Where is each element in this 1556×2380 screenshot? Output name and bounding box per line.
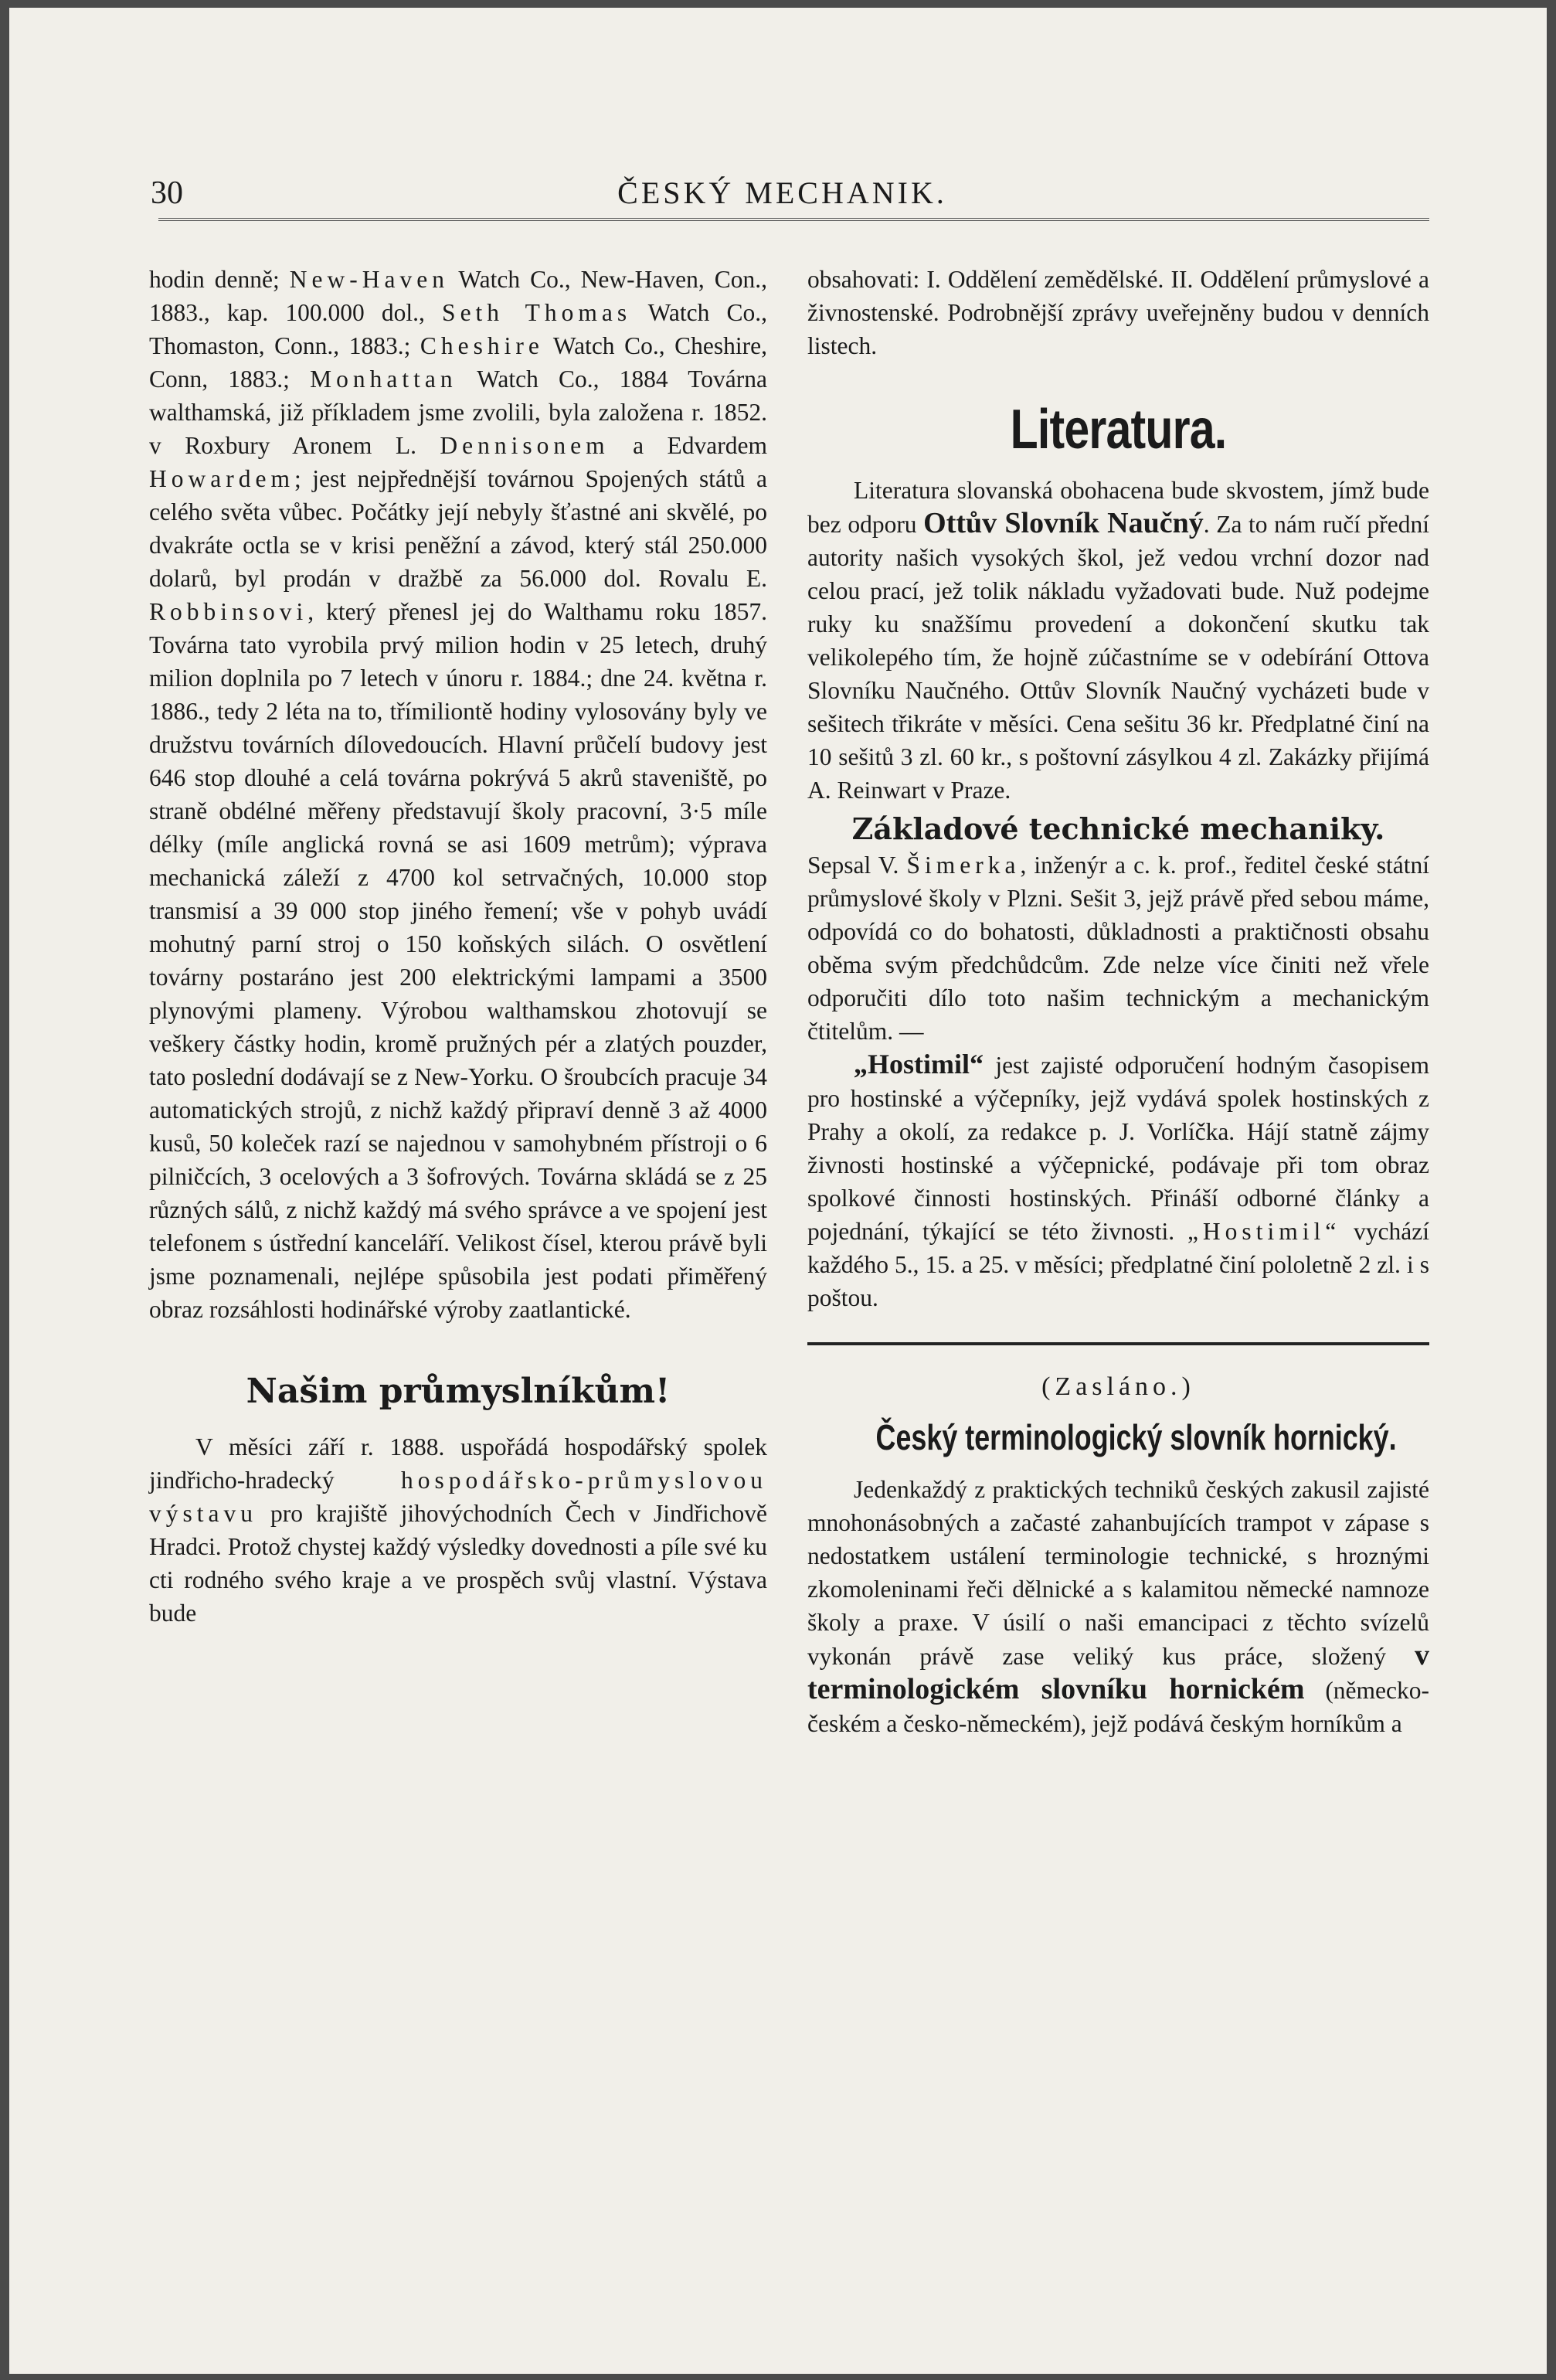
spaced-name: hospodářsko-průmyslovou výstavu [149, 1467, 767, 1527]
text-run: , inženýr a c. k. prof., ředitel české státní průmyslové školy v Plzni. Sešit 3, jejž právě před sebou máme, odpovídá co do bohatosti, důkladnosti a praktičnosti obsahu oběma svým předchůdcům. Zde nelze více činiti než vřele odporučiti dílo toto našim technickým a mechanickým čtitelům. — [807, 852, 1429, 1045]
text-run: (německo-českém a česko-německém), jejž podává českým horníkům a [807, 1677, 1429, 1737]
page-header [135, 168, 1429, 215]
text-run: ; jest nejpřednější továrnou Spojených států a celého světa vůbec. Počátky její nebyly šťastné ani skvělé, po dvakráte octla se v krisi peněžní a závod, který stál 250.000 dolarů, byl prodán v dražbě za 56.000 dol. Rovalu E. [149, 465, 767, 592]
spaced-name: Howardem [149, 465, 294, 492]
zaslano-label: (Zasláno.) [1041, 1372, 1195, 1401]
spaced-name: Cheshire [420, 332, 544, 359]
text-run: Watch Co., New-Haven, Con., 1883., kap. 100.000 dol., [149, 266, 768, 326]
bold-title: Ottův Slovník Naučný [923, 507, 1204, 539]
running-title: ČESKÝ MECHANIK. [617, 175, 947, 210]
text-run: Watch Co., 1884 Továrna walthamská, již příkladem jsme zvolili, byla založena r. 1852. v Roxbury Aronem L. [149, 366, 768, 459]
section-heading-dictionary: Český terminologický slovník hornický. [875, 1417, 1397, 1457]
text-run: Literatura slovanská obohacena bude skvostem, jímž bude bez odporu [807, 477, 1429, 538]
text-run: Sepsal V. [807, 852, 907, 879]
header-rule [158, 218, 1429, 221]
text-run: vychází každého 5., 15. a 25. v měsíci; předplatné činí pololetně 2 zl. i s poštou. [807, 1218, 1429, 1311]
spaced-name: Seth Thomas [442, 299, 632, 326]
spaced-name: New-Haven [289, 266, 449, 293]
spaced-name: „Hostimil“ [1187, 1218, 1341, 1245]
text-run: Watch Co., Cheshire, Conn, 1883.; [149, 332, 768, 393]
section-heading-industry: Našim průmyslníkům! [246, 1372, 671, 1411]
text-run: , který přenesl jej do Walthamu roku 1857. Továrna tato vyrobila prvý milion hodin v 25 letech, druhý milion doplnila po 7 letech v únoru r. 1884.; dne 24. května r. 1886., tedy 2 léta na to, třímiliontě hodiny vylosovány byly ve družstvu továrních dílovedoucích. Hlavní průčelí budovy jest 646 stop dlouhé a celá továrna pokrývá 5 akrů staveniště, po straně obdélné měřeny představují školy pracovní, 3·5 míle délky (míle anglická rovná se asi 1609 metrům); výprava mechanická záleží z 4700 kol setrvačných, 10.000 stop transmisí a 39 000 stop jiného řemení; vše v pohyb uvádí mohutný parní stroj o 150 koňských silách. O osvětlení továrny postaráno jest 200 elektrickými lampami a 3500 plynovými plameny. Výrobou walthamskou zhotovují se veškery částky hodin, kromě pružných pér a zlatých pouzder, tato poslední dodávají se z New-Yorku. O šroubcích pracuje 34 automatických strojů, z nichž každý připraví denně 3 až 4000 kusů, 50 koleček razí se najednou v samohybném přístroji o 6 pilničcích, 3 ocelových a 3 šofrových. Továrna skládá se z 25 různých sálů, z nichž každý má svého správce a ve spojení jest telefonem s ústřední kanceláří. Velikost čísel, kterou právě byli jsme poznamenali, nejlépe spůsobila jest podati přiměřený obraz rozsáhlosti hodinářské výroby zaatlantické. [149, 598, 767, 1323]
text-run: . Za to nám ručí přední autority našich vysokých škol, jež vedou vrchní dozor nad celou prací, jež tolik nákladu vyžadovati bude. Nuž podejme ruky ku snažšímu provedení a dokončení skutku tak velikolepého tím, že hojně zúčastníme se v odebírání Ottova Slovníku Naučného. Ottův Slovník Naučný vycházeti bude v sešitech třikráte v měsíci. Cena sešitu 36 kr. Předplatné činí na 10 sešitů 3 zl. 60 kr., s poštovní zásylkou 4 zl. Zakázky přijímá A. Reinwart v Praze. [807, 511, 1430, 804]
text-run: a Edvardem [609, 432, 767, 459]
text-run: V měsíci září r. 1888. uspořádá hospodářský spolek jindřicho-hradecký [149, 1433, 767, 1494]
literature-paragraph [807, 474, 1429, 807]
exhibition-continuation: obsahovati: I. Oddělení zemědělské. II. Oddělení průmyslové a živnostenské. Podrobnější zprávy uveřejněny budou v denních listech. [807, 266, 1429, 359]
spaced-name: Šimerka [906, 852, 1021, 879]
section-heading-literature: Literatura. [1010, 399, 1227, 461]
bold-title: „Hostimil“ [854, 1049, 984, 1080]
exhibition-paragraph [149, 1430, 767, 1630]
section-divider [807, 1342, 1429, 1345]
text-run: Watch Co., Thomaston, Conn., 1883.; [149, 299, 768, 359]
book-title-mechanics: Základové technické mechaniky. [851, 811, 1385, 846]
right-column [807, 263, 1429, 1740]
mechanics-paragraph [807, 848, 1429, 1048]
hostimil-paragraph [807, 1048, 1429, 1314]
bold-title: v terminologickém slovníku hornickém [807, 1639, 1429, 1705]
spaced-name: Monhattan [310, 366, 457, 393]
left-column [149, 263, 767, 1630]
waltham-article-paragraph [149, 263, 767, 1326]
text-run: pro krajiště jihovýchodních Čech v Jindřichově Hradci. Protož chystej každý výsledky dovednosti a píle své ku cti rodného svého kraje a ve prospěch svůj vlastní. Výstava bude [149, 1500, 767, 1627]
page-number: 30 [151, 175, 183, 211]
text-run: Jedenkaždý z praktických techniků českých zakusil zajisté mnohonásobných a začasté zahanbujících trampot v zápase s nedostatkem ustálení terminologie technické, s hroznými zkomoleninami řeči dělnické a s kalamitou německé namnoze školy a praxe. V úsilí o naši emancipaci z těchto svízelů vykonán právě zase veliký kus práce, složený [807, 1476, 1429, 1670]
spaced-name: Robbinsovi [149, 598, 308, 625]
dictionary-paragraph [807, 1473, 1429, 1740]
text-run: jest zajisté odporučení hodným časopisem pro hostinské a výčepníky, jejž vydává spolek hostinských z Prahy a okolí, za redakce p. J. Vorlíčka. Hájí statně zájmy živnosti hostinské a výčepnické, podávaje při tom obraz spolkové činnosti hostinských. Přináší odborné články a pojednání, týkající se této živnosti. [807, 1052, 1429, 1245]
spaced-name: Dennisonem [440, 432, 610, 459]
text-run: hodin denně; [149, 266, 290, 293]
